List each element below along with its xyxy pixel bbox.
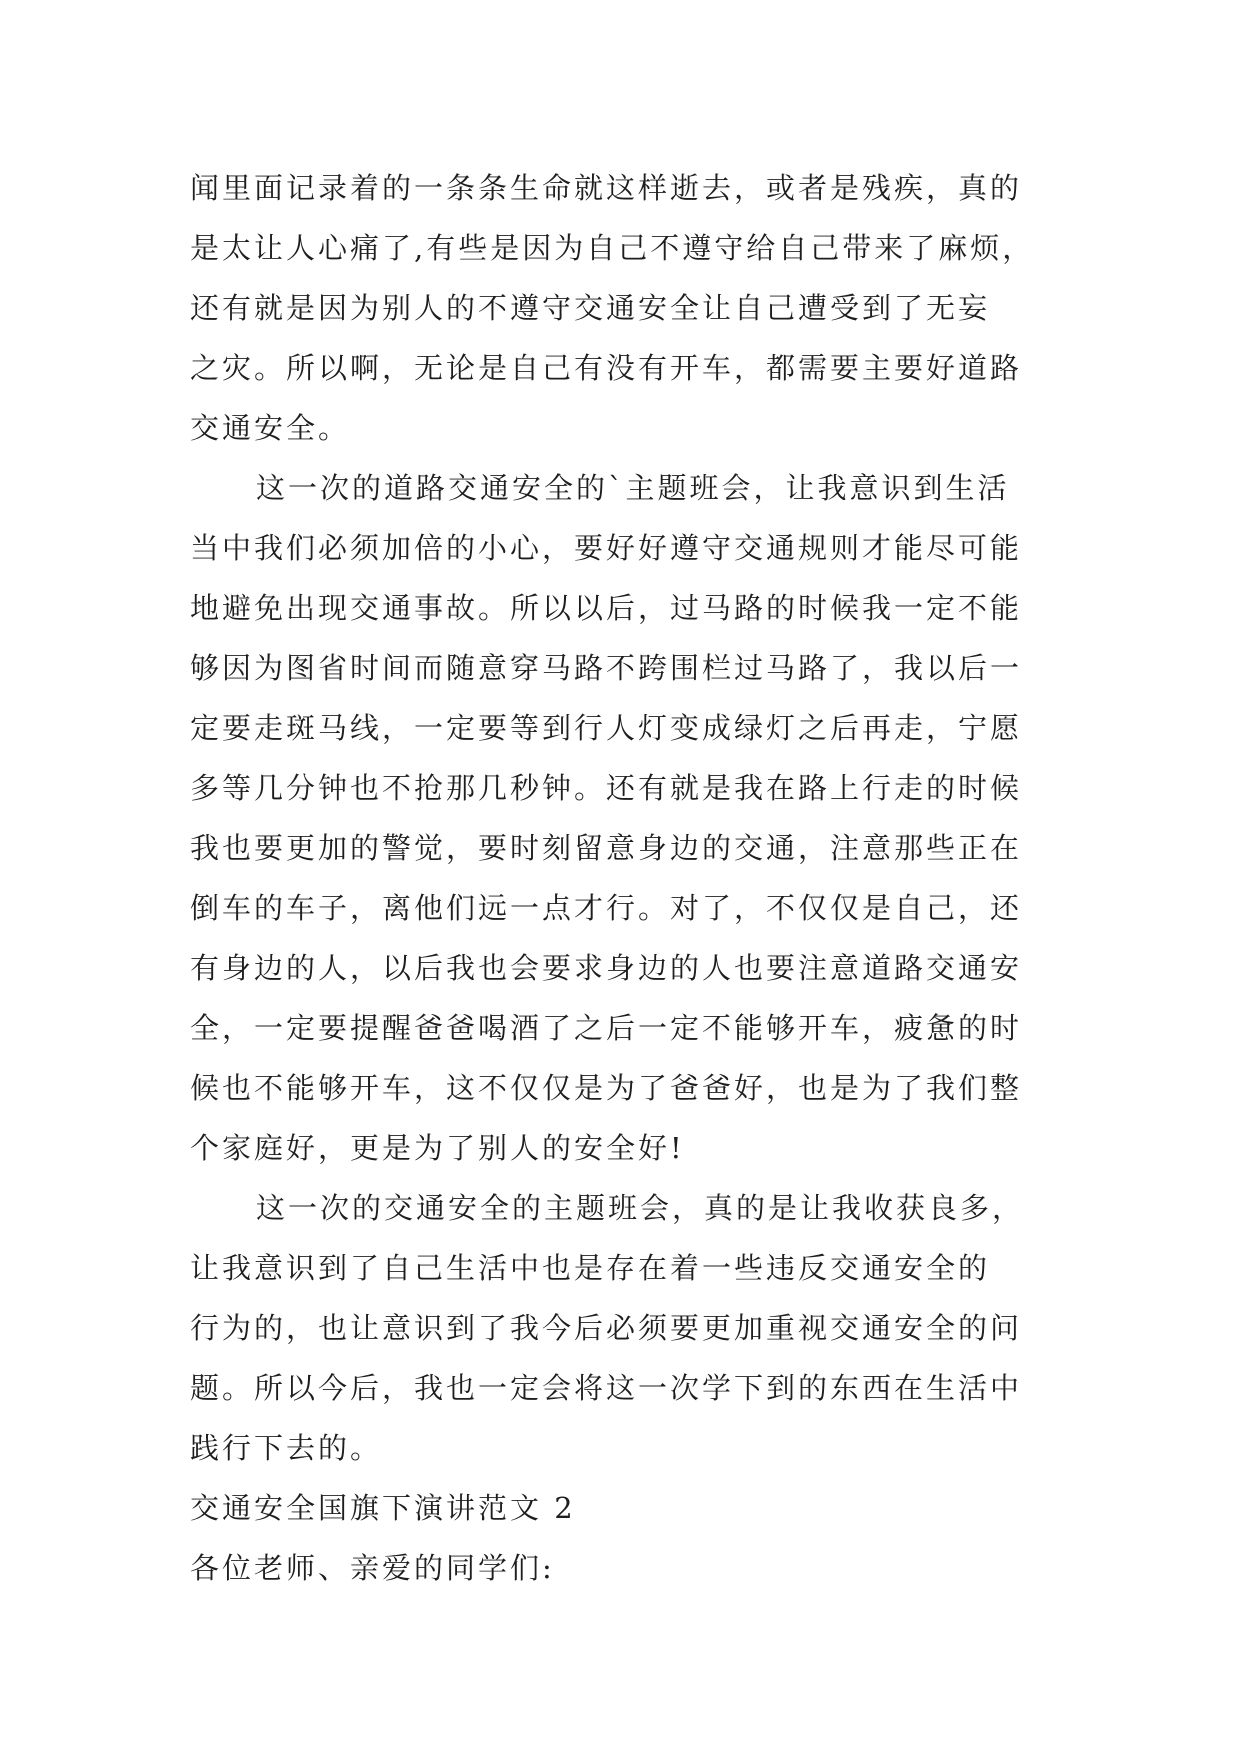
paragraph-line: 这一次的交通安全的主题班会，真的是让我收获良多， <box>256 1191 1025 1225</box>
paragraph-3 <box>190 1178 1090 1478</box>
paragraph-line: 当中我们必须加倍的小心，要好好遵守交通规则才能尽可能 <box>190 531 1023 565</box>
paragraph-line: 倒车的车子，离他们远一点才行。对了，不仅仅是自己，还 <box>190 891 1023 925</box>
document-body <box>190 158 1090 1598</box>
paragraph-line: 有身边的人，以后我也会要求身边的人也要注意道路交通安 <box>190 951 1023 985</box>
paragraph-2 <box>190 458 1090 1178</box>
paragraph-line: 够因为图省时间而随意穿马路不跨围栏过马路了，我以后一 <box>190 651 1023 685</box>
paragraph-1 <box>190 158 1090 458</box>
paragraph-line: 践行下去的。 <box>190 1431 383 1465</box>
paragraph-line: 闻里面记录着的一条条生命就这样逝去，或者是残疾，真的 <box>190 171 1023 205</box>
paragraph-line: 交通安全。 <box>190 411 351 445</box>
paragraph-line: 我也要更加的警觉，要时刻留意身边的交通，注意那些正在 <box>190 831 1023 865</box>
salutation: 各位老师、亲爱的同学们: <box>190 1551 555 1585</box>
paragraph-line: 让我意识到了自己生活中也是存在着一些违反交通安全的 <box>190 1251 991 1285</box>
paragraph-line: 还有就是因为别人的不遵守交通安全让自己遭受到了无妄 <box>190 291 991 325</box>
paragraph-line: 之灾。所以啊，无论是自己有没有开车，都需要主要好道路 <box>190 351 1023 385</box>
paragraph-line: 定要走斑马线，一定要等到行人灯变成绿灯之后再走，宁愿 <box>190 711 1023 745</box>
paragraph-line: 地避免出现交通事故。所以以后，过马路的时候我一定不能 <box>190 591 1023 625</box>
paragraph-line: 这一次的道路交通安全的`主题班会，让我意识到生活 <box>256 471 1010 505</box>
paragraph-line: 多等几分钟也不抢那几秒钟。还有就是我在路上行走的时候 <box>190 771 1023 805</box>
paragraph-line: 题。所以今后，我也一定会将这一次学下到的东西在生活中 <box>190 1371 1023 1405</box>
paragraph-line: 是太让人心痛了,有些是因为自己不遵守给自己带来了麻烦， <box>190 231 1035 265</box>
paragraph-line: 个家庭好，更是为了别人的安全好! <box>190 1131 685 1165</box>
section-heading: 交通安全国旗下演讲范文 2 <box>190 1491 576 1525</box>
paragraph-line: 行为的，也让意识到了我今后必须要更加重视交通安全的问 <box>190 1311 1023 1345</box>
paragraph-line: 候也不能够开车，这不仅仅是为了爸爸好，也是为了我们整 <box>190 1071 1023 1105</box>
paragraph-line: 全，一定要提醒爸爸喝酒了之后一定不能够开车，疲惫的时 <box>190 1011 1023 1045</box>
